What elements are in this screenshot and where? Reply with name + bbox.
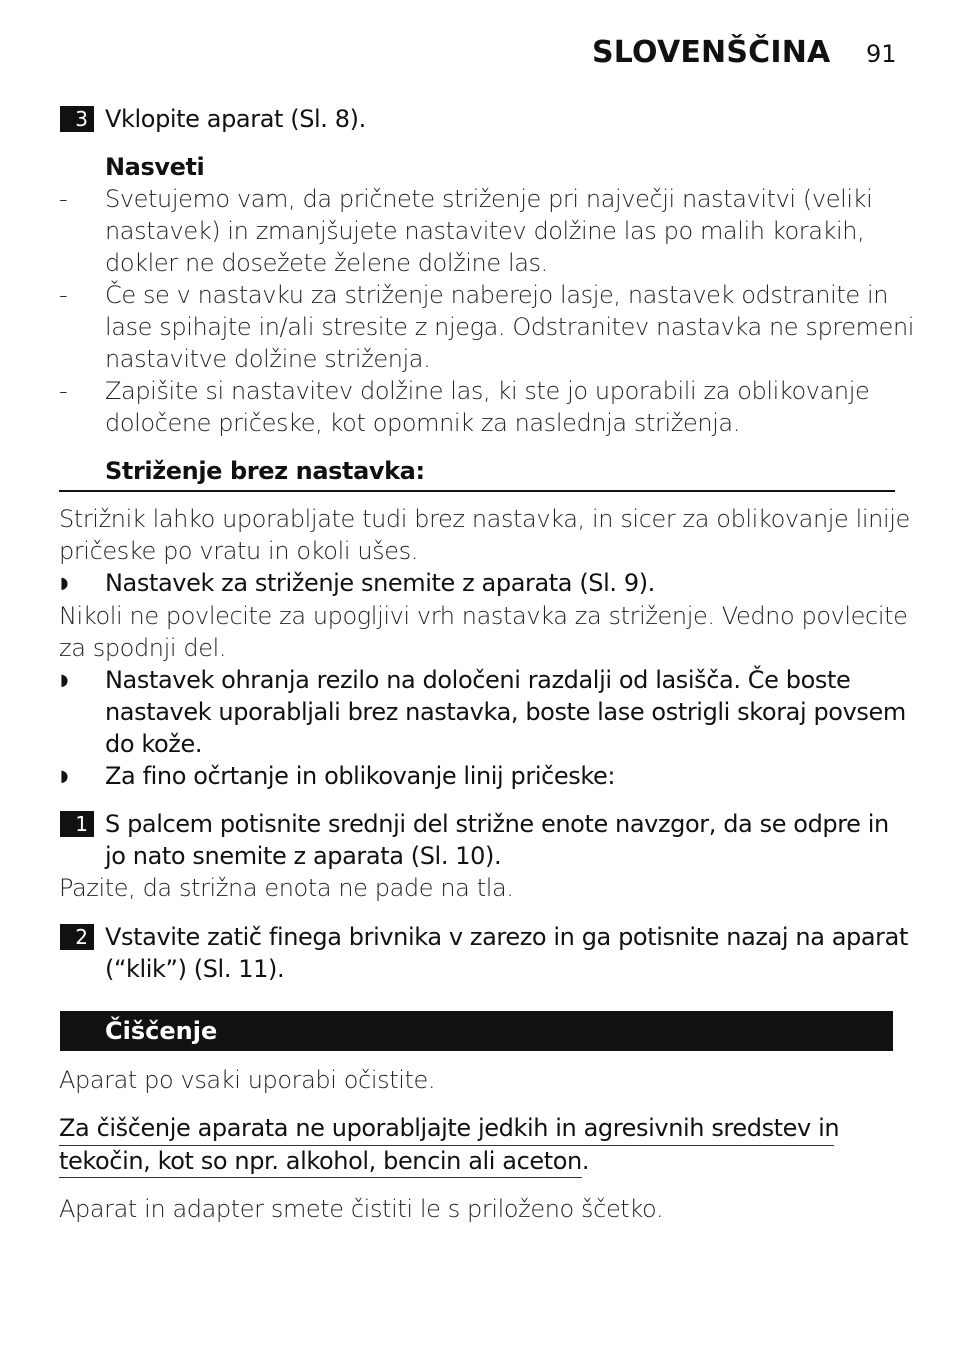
section-heading-no-comb: Striženje brez nastavka: xyxy=(105,457,425,485)
note-line-1: Nikoli ne povlecite za upogljivi vrh nastavka za striženje. Vedno povlecite xyxy=(59,602,908,630)
warning-line-2: tekočin, kot so npr. alkohol, bencin ali aceton. xyxy=(59,1147,590,1175)
language-header: SLOVENŠČINA xyxy=(592,35,831,70)
step-1-note: Pazite, da strižna enota ne pade na tla. xyxy=(59,874,514,902)
bullet-2-line-1: Nastavek ohranja rezilo na določeni razdalji od lasišča. Če boste xyxy=(105,666,851,694)
cleaning-paragraph-2: Aparat in adapter smete čistiti le s priloženo ščetko. xyxy=(59,1195,664,1223)
step-number-3: 3 xyxy=(60,106,94,132)
intro-line-1: Strižnik lahko uporabljate tudi brez nastavka, in sicer za oblikovanje linije xyxy=(59,505,910,533)
step-1-line-2: jo nato snemite z aparata (Sl. 10). xyxy=(105,842,502,870)
tip-2-line-1: Če se v nastavku za striženje naberejo lasje, nastavek odstranite in xyxy=(105,281,889,309)
arrow-bullet-icon: ◗ xyxy=(60,670,69,689)
warning-underline-2 xyxy=(59,1177,582,1178)
arrow-bullet-icon: ◗ xyxy=(60,573,69,592)
warning-line-1: Za čiščenje aparata ne uporabljajte jedkih in agresivnih sredstev in xyxy=(59,1114,840,1142)
bullet-1-text: Nastavek za striženje snemite z aparata (Sl. 9). xyxy=(105,569,655,597)
tip-bullet-1: - xyxy=(59,185,68,213)
step-number-2: 2 xyxy=(60,924,94,950)
cleaning-paragraph-1: Aparat po vsaki uporabi očistite. xyxy=(59,1066,436,1094)
step-3-text: Vklopite aparat (Sl. 8). xyxy=(105,105,366,133)
arrow-bullet-icon: ◗ xyxy=(60,766,69,785)
tip-bullet-3: - xyxy=(59,377,68,405)
bullet-2-line-3: do kože. xyxy=(105,730,203,758)
step-1-line-1: S palcem potisnite srednji del strižne enote navzgor, da se odpre in xyxy=(105,810,889,838)
tips-heading: Nasveti xyxy=(105,153,205,181)
tip-1-line-2: nastavek) in zmanjšujete nastavitev dolžine las po malih korakih, xyxy=(105,217,865,245)
section-heading-cleaning: Čiščenje xyxy=(105,1017,218,1045)
tip-3-line-1: Zapišite si nastavitev dolžine las, ki ste jo uporabili za oblikovanje xyxy=(105,377,870,405)
tip-1-line-3: dokler ne dosežete želene dolžine las. xyxy=(105,249,548,277)
tip-3-line-2: določene pričeske, kot opomnik za naslednja striženja. xyxy=(105,409,740,437)
bullet-2-line-2: nastavek uporabljali brez nastavka, boste lase ostrigli skoraj povsem xyxy=(105,698,906,726)
step-number-1: 1 xyxy=(60,811,94,837)
bullet-3-text: Za fino očrtanje in oblikovanje linij pričeske: xyxy=(105,762,616,790)
step-2-line-2: (“klik”) (Sl. 11). xyxy=(105,955,285,983)
page-number: 91 xyxy=(866,40,897,68)
tip-1-line-1: Svetujemo vam, da pričnete striženje pri največji nastavitvi (veliki xyxy=(105,185,873,213)
tip-2-line-2: lase spihajte in/ali stresite z njega. Odstranitev nastavka ne spremeni xyxy=(105,313,915,341)
tip-bullet-2: - xyxy=(59,281,68,309)
intro-line-2: pričeske po vratu in okoli ušes. xyxy=(59,537,418,565)
step-2-line-1: Vstavite zatič finega brivnika v zarezo in ga potisnite nazaj na aparat xyxy=(105,923,908,951)
note-line-2: za spodnji del. xyxy=(59,634,227,662)
tip-2-line-3: nastavitve dolžine striženja. xyxy=(105,345,431,373)
section-divider xyxy=(59,490,895,492)
